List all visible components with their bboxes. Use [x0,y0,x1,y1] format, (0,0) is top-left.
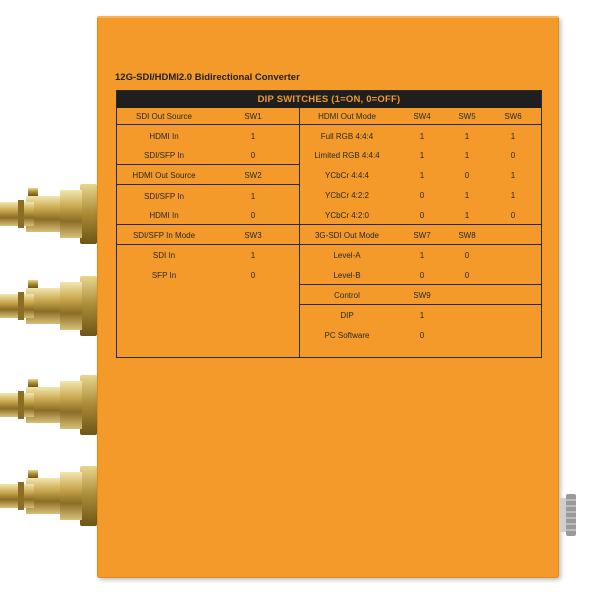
row-value: 1 [250,192,256,201]
row-value: 1 [464,132,470,141]
row-value: 1 [419,132,425,141]
row-value: 1 [419,151,425,160]
usb-port-connector [560,494,576,536]
row-name: SDI In [152,251,176,260]
row-value: 1 [510,132,516,141]
product-title: 12G-SDI/HDMI2.0 Bidirectional Converter [115,72,300,83]
row-name: Limited RGB 4:4:4 [314,151,380,160]
sw8-label: SW8 [458,231,476,240]
row-value: 1 [464,191,470,200]
sw9-label: SW9 [413,291,431,300]
row-name: DIP [340,311,354,320]
row-name: HDMI In [149,132,179,141]
row-value: 1 [510,171,516,180]
row-value: 0 [250,151,256,160]
sw4-label: SW4 [413,112,431,121]
bnc-connector-3 [0,369,100,441]
sdi-sfp-in-mode-label: SDI/SFP In Mode [132,231,196,240]
row-value: 0 [464,171,470,180]
bnc-connector-1 [0,178,100,250]
sw7-label: SW7 [413,231,431,240]
row-value: 1 [464,151,470,160]
row-value: 1 [250,132,256,141]
row-value: 0 [464,251,470,260]
row-value: 1 [419,171,425,180]
row-name: Level-A [333,251,361,260]
row-name: HDMI In [149,211,179,220]
row-value: 1 [250,251,256,260]
row-value: 0 [419,331,425,340]
row-value: 1 [419,251,425,260]
column-divider [299,108,300,357]
hdmi-out-source-label: HDMI Out Source [132,171,196,180]
row-value: 0 [419,211,425,220]
sw1-label: SW1 [244,112,262,121]
row-value: 1 [464,211,470,220]
row-name: PC Software [324,331,370,340]
row-value: 0 [464,271,470,280]
row-name: Level-B [333,271,361,280]
dip-switch-table [116,90,542,358]
row-name: SDI/SFP In [144,192,184,201]
row-value: 0 [419,271,425,280]
row-value: 0 [510,211,516,220]
sw2-label: SW2 [244,171,262,180]
row-name: SDI/SFP In [144,151,184,160]
row-value: 0 [250,271,256,280]
control-label: Control [334,291,360,300]
row-name: YCbCr 4:4:4 [324,171,370,180]
hdmi-out-mode-label: HDMI Out Mode [318,112,376,121]
sdi-out-source-label: SDI Out Source [135,112,193,121]
row-value: 0 [250,211,256,220]
row-value: 0 [419,191,425,200]
sw5-label: SW5 [458,112,476,121]
row-value: 1 [510,191,516,200]
row-name: SFP In [151,271,177,280]
row-value: 1 [419,311,425,320]
bnc-connector-2 [0,270,100,342]
converter-body [97,16,559,578]
sw6-label: SW6 [504,112,522,121]
dip-header: DIP SWITCHES (1=ON, 0=OFF) [117,91,541,108]
sdi-3g-out-mode-label: 3G-SDI Out Mode [314,231,380,240]
bnc-connector-4 [0,460,100,532]
row-name: Full RGB 4:4:4 [320,132,374,141]
row-value: 0 [510,151,516,160]
sw3-label: SW3 [244,231,262,240]
row-name: YCbCr 4:2:2 [324,191,370,200]
row-name: YCbCr 4:2:0 [324,211,370,220]
